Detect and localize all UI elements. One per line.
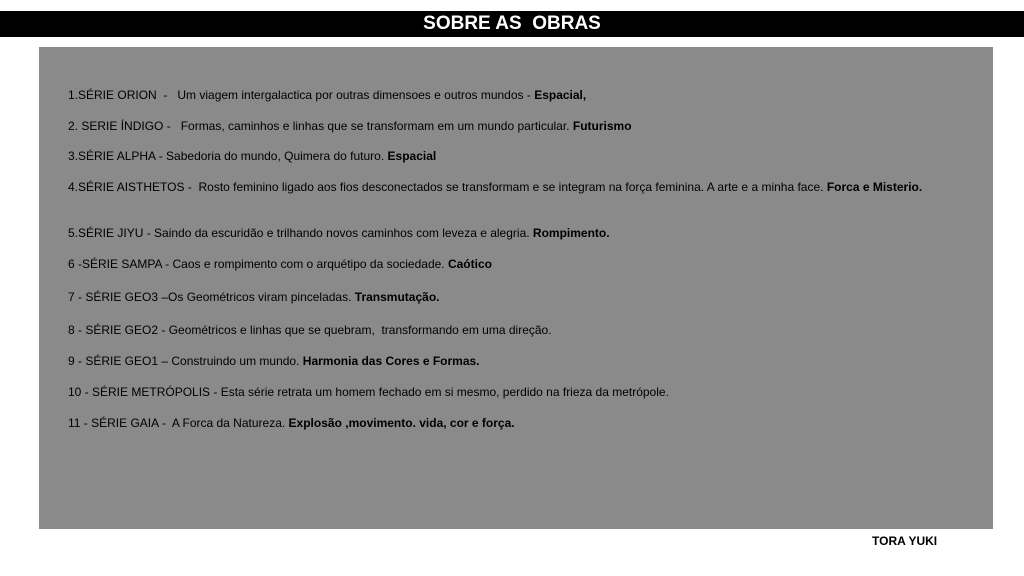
work-description: 7 - SÉRIE GEO3 –Os Geométricos viram pinceladas. — [68, 290, 355, 304]
work-description: 10 - SÉRIE METRÓPOLIS - Esta série retrata um homem fechado em si mesmo, perdido na frieza da metrópole. — [68, 385, 669, 399]
work-keyword: Forca e Misterio. — [826, 180, 923, 194]
work-keyword: Espacial, — [534, 88, 587, 102]
work-description: 9 - SÉRIE GEO1 – Construindo um mundo. — [68, 354, 303, 368]
work-item-indigo — [68, 119, 948, 134]
work-item-sampa — [68, 257, 948, 272]
work-item-geo1 — [68, 354, 948, 369]
work-keyword: Espacial — [387, 149, 437, 163]
work-description: 6 -SÉRIE SAMPA - Caos e rompimento com o arquétipo da sociedade. — [68, 257, 448, 271]
work-keyword: Explosão ,movimento. vida, cor e força. — [288, 416, 515, 430]
work-keyword: Rompimento. — [532, 226, 610, 240]
work-description: 4.SÉRIE AISTHETOS - Rosto feminino ligado aos fios desconectados se transformam e se integram na força feminina. A arte e a minha face. — [68, 180, 827, 194]
work-item-orion — [68, 88, 948, 103]
work-item-metropolis — [68, 385, 948, 400]
work-description: 5.SÉRIE JIYU - Saindo da escuridão e trilhando novos caminhos com leveza e alegria. — [68, 226, 533, 240]
work-item-geo2 — [68, 323, 948, 338]
work-description: 8 - SÉRIE GEO2 - Geométricos e linhas que se quebram, transformando em uma direção. — [68, 323, 552, 337]
work-description: 11 - SÉRIE GAIA - A Forca da Natureza. — [68, 416, 289, 430]
work-item-aisthetos — [68, 180, 948, 195]
work-keyword: Futurismo — [572, 119, 632, 133]
work-item-alpha — [68, 149, 948, 164]
work-description: 1.SÉRIE ORION - Um viagem intergalactica por outras dimensoes e outros mundos - — [68, 88, 535, 102]
work-description: 3.SÉRIE ALPHA - Sabedoria do mundo, Quimera do futuro. — [68, 149, 388, 163]
work-keyword: Caótico — [447, 257, 492, 271]
works-panel — [39, 47, 993, 529]
work-item-gaia — [68, 416, 948, 431]
work-keyword: Harmonia das Cores e Formas. — [302, 354, 480, 368]
work-description: 2. SERIE ÍNDIGO - Formas, caminhos e linhas que se transformam em um mundo particular. — [68, 119, 573, 133]
work-item-jiyu — [68, 226, 948, 241]
page-title: SOBRE AS OBRAS — [0, 11, 1024, 37]
author-name: TORA YUKI — [872, 534, 938, 548]
work-keyword: Transmutação. — [354, 290, 440, 304]
work-item-geo3 — [68, 290, 948, 305]
